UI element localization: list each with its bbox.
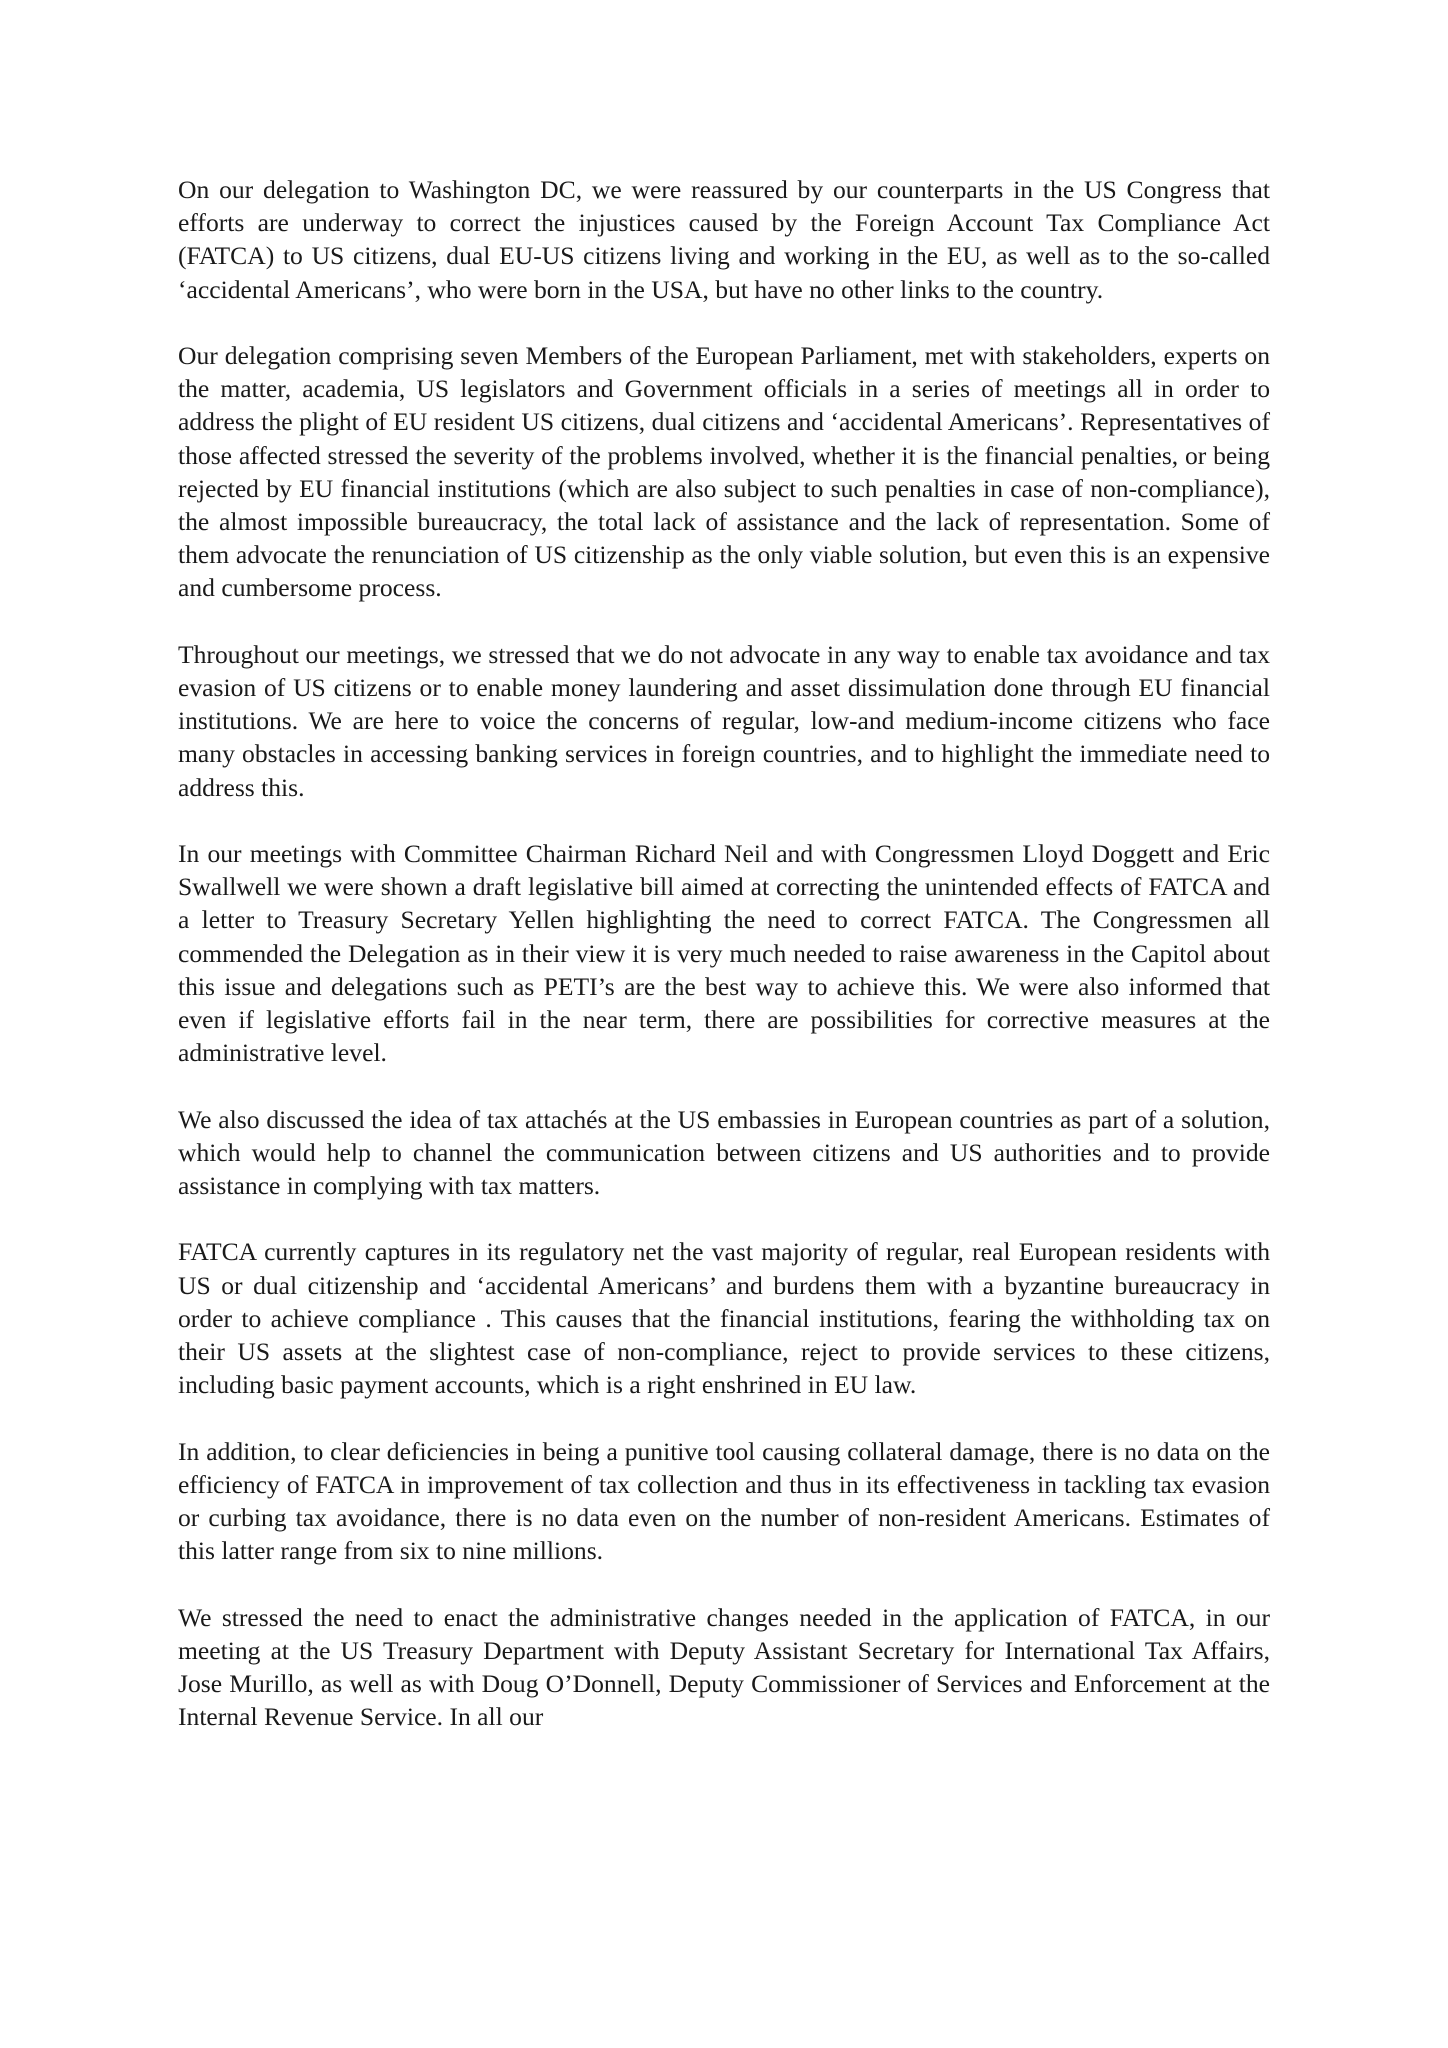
paragraph-2: Our delegation comprising seven Members of the European Parliament, met with stakeholders, experts on the matter, academia, US legislators and Government officials in a series of meetings all in order to address the plight of EU resident US citizens, dual citizens and ‘accidental Americans’. Representatives of those affected stressed the severity of the problems involved, whether it is the financial penalties, or being rejected by EU financial institutions (which are also subject to such penalties in case of non-compliance), the almost impossible bureaucracy, the total lack of assistance and the lack of representation. Some of them advocate the renunciation of US citizenship as the only viable solution, but even this is an expensive and cumbersome process. (178, 341, 1270, 603)
paragraph-5: We also discussed the idea of tax attachés at the US embassies in European countries as part of a solution, which would help to channel the communication between citizens and US authorities and to provide assistance in complying with tax matters. (178, 1104, 1270, 1201)
paragraph-3: Throughout our meetings, we stressed that we do not advocate in any way to enable tax avoidance and tax evasion of US citizens or to enable money laundering and asset dissimulation done through EU financial institutions. We are here to voice the concerns of regular, low-and medium-income citizens who face many obstacles in accessing banking services in foreign countries, and to highlight the immediate need to address this. (178, 639, 1270, 802)
document-body (178, 173, 1270, 1733)
paragraph-1: On our delegation to Washington DC, we were reassured by our counterparts in the US Congress that efforts are underway to correct the injustices caused by the Foreign Account Tax Compliance Act (FATCA) to US citizens, dual EU-US citizens living and working in the EU, as well as to the so-called ‘accidental Americans’, who were born in the USA, but have no other links to the country. (178, 175, 1270, 304)
paragraph-4: In our meetings with Committee Chairman Richard Neil and with Congressmen Lloyd Doggett and Eric Swallwell we were shown a draft legislative bill aimed at correcting the unintended effects of FATCA and a letter to Treasury Secretary Yellen highlighting the need to correct FATCA. The Congressmen all commended the Delegation as in their view it is very much needed to raise awareness in the Capitol about this issue and delegations such as PETI’s are the best way to achieve this. We were also informed that even if legislative efforts fail in the near term, there are possibilities for corrective measures at the administrative level. (178, 839, 1270, 1068)
paragraph-6: FATCA currently captures in its regulatory net the vast majority of regular, real European residents with US or dual citizenship and ‘accidental Americans’ and burdens them with a byzantine bureaucracy in order to achieve compliance . This causes that the financial institutions, fearing the withholding tax on their US assets at the slightest case of non-compliance, reject to provide services to these citizens, including basic payment accounts, which is a right enshrined in EU law. (178, 1237, 1270, 1400)
paragraph-8: We stressed the need to enact the administrative changes needed in the application of FATCA, in our meeting at the US Treasury Department with Deputy Assistant Secretary for International Tax Affairs, Jose Murillo, as well as with Doug O’Donnell, Deputy Commissioner of Services and Enforcement at the Internal Revenue Service. In all our (178, 1602, 1270, 1732)
paragraph-7: In addition, to clear deficiencies in being a punitive tool causing collateral damage, there is no data on the efficiency of FATCA in improvement of tax collection and thus in its effectiveness in tackling tax evasion or curbing tax avoidance, there is no data even on the number of non-resident Americans. Estimates of this latter range from six to nine millions. (178, 1436, 1270, 1566)
